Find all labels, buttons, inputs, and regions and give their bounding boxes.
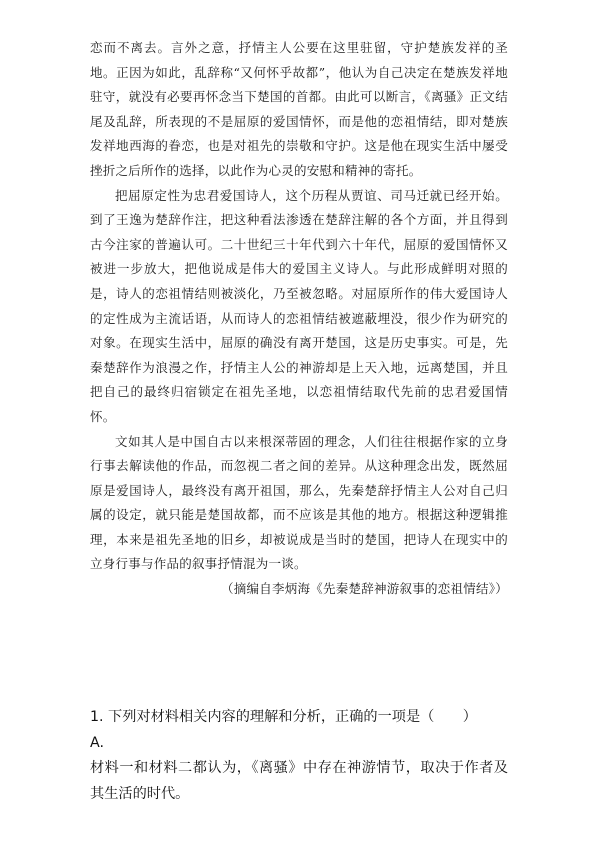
passage-paragraph-2: 把屈原定性为忠君爱国诗人，这个历程从贾谊、司马迁就已经开始。到了王逸为楚辞作注，把这种看法渗透在楚辞注解的各个方面，并且得到古今注家的普遍认可。二十世纪三十年代到六十年代，屈原的爱国情怀又被进一步放大，把他说成是伟大的爱国主义诗人。与此形成鲜明对照的是，诗人的恋祖情结则被淡化，乃至被忽略。对屈原所作的伟大爱国诗人的定性成为主流话语，从而诗人的恋祖情结被遮蔽埋没，很少作为研究的对象。在现实生活中，屈原的确没有离开楚国，这是历史事实。可是，先秦楚辞作为浪漫之作，抒情主人公的神游却是上天入地，远离楚国，并且把自己的最终归宿锁定在祖先圣地，以恋祖情结取代先前的忠君爱国情怀。 [90, 187, 508, 424]
option-a-label[interactable]: A. [90, 734, 104, 751]
option-a-text[interactable]: 材料一和材料二都认为，《离骚》中存在神游情节，取决于作者及其生活的时代。 [90, 760, 508, 802]
question-block [90, 705, 508, 807]
reading-passage [90, 36, 508, 602]
question-stem: 1. 下列对材料相关内容的理解和分析，正确的一项是（ ） [90, 709, 477, 725]
passage-paragraph-3: 文如其人是中国自古以来根深蒂固的理念，人们往往根据作家的立身行事去解读他的作品，而忽视二者之间的差异。从这种理念出发，既然屈原是爱国诗人，最终没有离开祖国，那么，先秦楚辞抒情主人公对自己归属的设定，就只能是楚国故都，而不应该是其他的地方。根据这种逻辑推理，本来是祖先圣地的旧乡，却被说成是当时的楚国，把诗人在现实中的立身行事与作品的叙事抒情混为一谈。 [90, 433, 508, 572]
passage-source-citation: （摘编自李炳海《先秦楚辞神游叙事的恋祖情结》） [220, 581, 508, 597]
passage-paragraph-1: 恋而不离去。言外之意，抒情主人公要在这里驻留，守护楚族发祥的圣地。正因为如此，乱辞称“又何怀乎故都”，他认为自己决定在楚族发祥地驻守，就没有必要再怀念当下楚国的首都。由此可以断言，《离骚》正文结尾及乱辞，所表现的不是屈原的爱国情怀，而是他的恋祖情结，即对楚族发祥地西海的眷恋，也是对祖先的崇敬和守护。这是他在现实生活中屡受挫折之后所作的选择，以此作为心灵的安慰和精神的寄托。 [90, 40, 508, 178]
